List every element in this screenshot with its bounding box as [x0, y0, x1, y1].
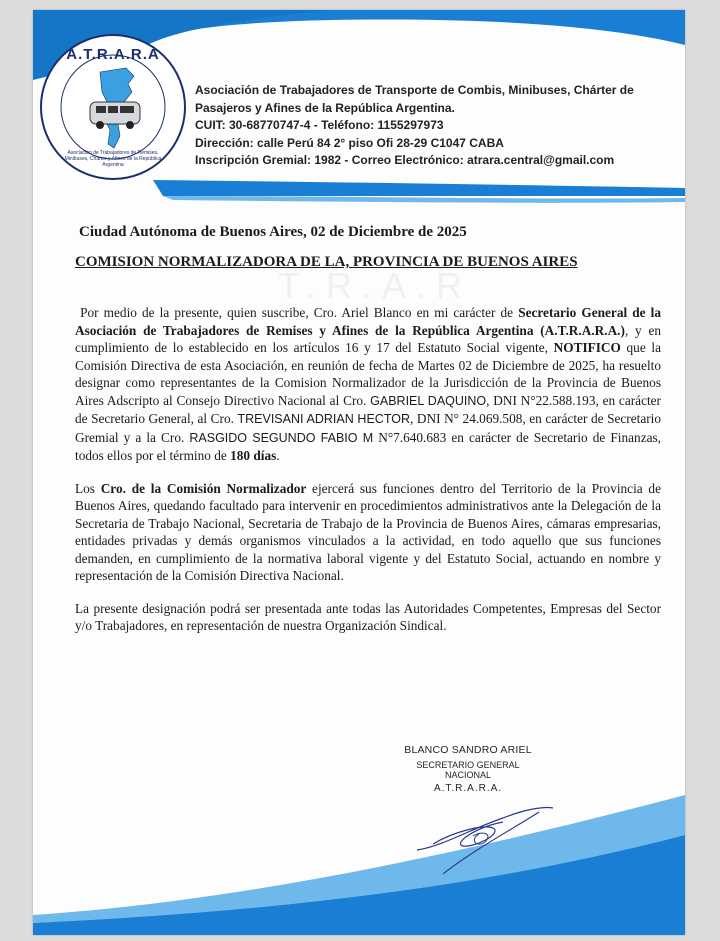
paragraph-notification: [75, 304, 661, 465]
header-line-cuit: CUIT: 30-68770747-4 - Teléfono: 1155297973: [195, 118, 444, 132]
p1-text-3: que la Comisión Directiva de esta Asociación, en reunión de fecha de Martes 02 de Diciembre de 2025, ha resuelto designar como representantes de la Comision Normalizador de la Jurisdicción de la Provincia de Buenos Aires Adscripto al Consejo Directivo Nacional al Cro.: [75, 340, 662, 408]
signatory-name: BLANCO SANDRO ARIEL: [404, 744, 532, 756]
p2-text-2: ejercerá sus funciones dentro del Territorio de la Provincia de Buenos Aires, quedando facultado para intervenir en procedimientos administrativos ante la Delegación de la Secretaria de Trabajo Nacional, Secretaria de Trabajo de la Provincia de Buenos Aires, cámaras empresarias, entidades privadas y demás organismos vinculados a la actividad, en todo aquello que sus funciones demanden, en cumplimiento de la normativa laboral vigente y del Estatuto Social, actuando en nombre y representación de la Comisión Directiva Nacional.: [75, 480, 661, 583]
p1-bold-duration: 180 días: [230, 448, 277, 463]
p1-bold-notifico: NOTIFICO: [553, 340, 621, 355]
p1-bold-secretary: Secretario General de la Asociación de Trabajadores de Remises y Afines de la República Argentina (A.T.R.A.R.A.): [75, 305, 662, 338]
signature-block: [393, 744, 543, 794]
letter-body: [75, 304, 661, 650]
p1-text-2: , y en cumplimiento de lo establecido en los artículos 16 y 17 del Estatuto Social vigente,: [75, 322, 662, 355]
paragraph-presentation: La presente designación podrá ser presentada ante todas las Autoridades Competentes, Empresas del Sector y/o Trabajadores, en representación de nuestra Organización Sindical.: [75, 600, 661, 633]
p1-text-4: , DNI N°22.588.193, en carácter de Secretario General, al Cro.: [75, 392, 661, 426]
paragraph-functions: [75, 480, 661, 585]
atrara-logo: [38, 32, 188, 182]
watermark: T.R.A.R: [278, 265, 473, 306]
date-line: Ciudad Autónoma de Buenos Aires, 02 de Diciembre de 2025: [79, 224, 467, 240]
p1-text-1: Por medio de la presente, quien suscribe, Cro. Ariel Blanco en mi carácter de: [80, 305, 519, 320]
footer-wave-band: [33, 795, 685, 935]
p1-name-rasgido: RASGIDO SEGUNDO FABIO M: [189, 430, 374, 445]
signature-scribble: [413, 788, 563, 878]
header-line-address: Dirección: calle Perú 84 2° piso Ofi 28-29 C1047 CABA: [195, 135, 504, 150]
p2-text-1: Los: [75, 480, 101, 496]
p1-name-daquino: GABRIEL DAQUINO: [370, 393, 487, 408]
header-line-registration: Inscripción Gremial: 1982 - Correo Electrónico: atrara.central@gmail.com: [195, 153, 615, 167]
subject-heading: COMISION NORMALIZADORA DE LA, PROVINCIA DE BUENOS AIRES: [75, 254, 578, 270]
organization-header: [195, 82, 665, 170]
p1-name-trevisani: TREVISANI ADRIAN HECTOR: [237, 412, 410, 426]
document-page: [33, 10, 685, 935]
signatory-org: A.T.R.A.R.A.: [433, 783, 503, 794]
logo-caption: Asociación de Trabajadores de Remises, Minibuses, Chárter y Afines de la República Argentina: [64, 150, 162, 168]
p1-text-5: , DNI N° 24.069.508, en carácter de Secretario Gremial y a la Cro.: [75, 411, 661, 445]
logo-title: A.T.R.A.R.A: [66, 46, 160, 63]
p1-text-6: N°7.640.683 en carácter de Secretario de Finanzas, todos ellos por el término de: [75, 429, 661, 463]
header-line-name-2: Pasajeros y Afines de la República Argentina.: [195, 100, 455, 115]
p2-bold-commission: Cro. de la Comisión Normalizador: [100, 480, 307, 496]
signatory-role: SECRETARIO GENERAL NACIONAL: [416, 760, 520, 780]
header-line-name: Asociación de Trabajadores de Transporte de Combis, Minibuses, Chárter de: [195, 83, 634, 97]
p1-text-7: .: [276, 448, 280, 463]
